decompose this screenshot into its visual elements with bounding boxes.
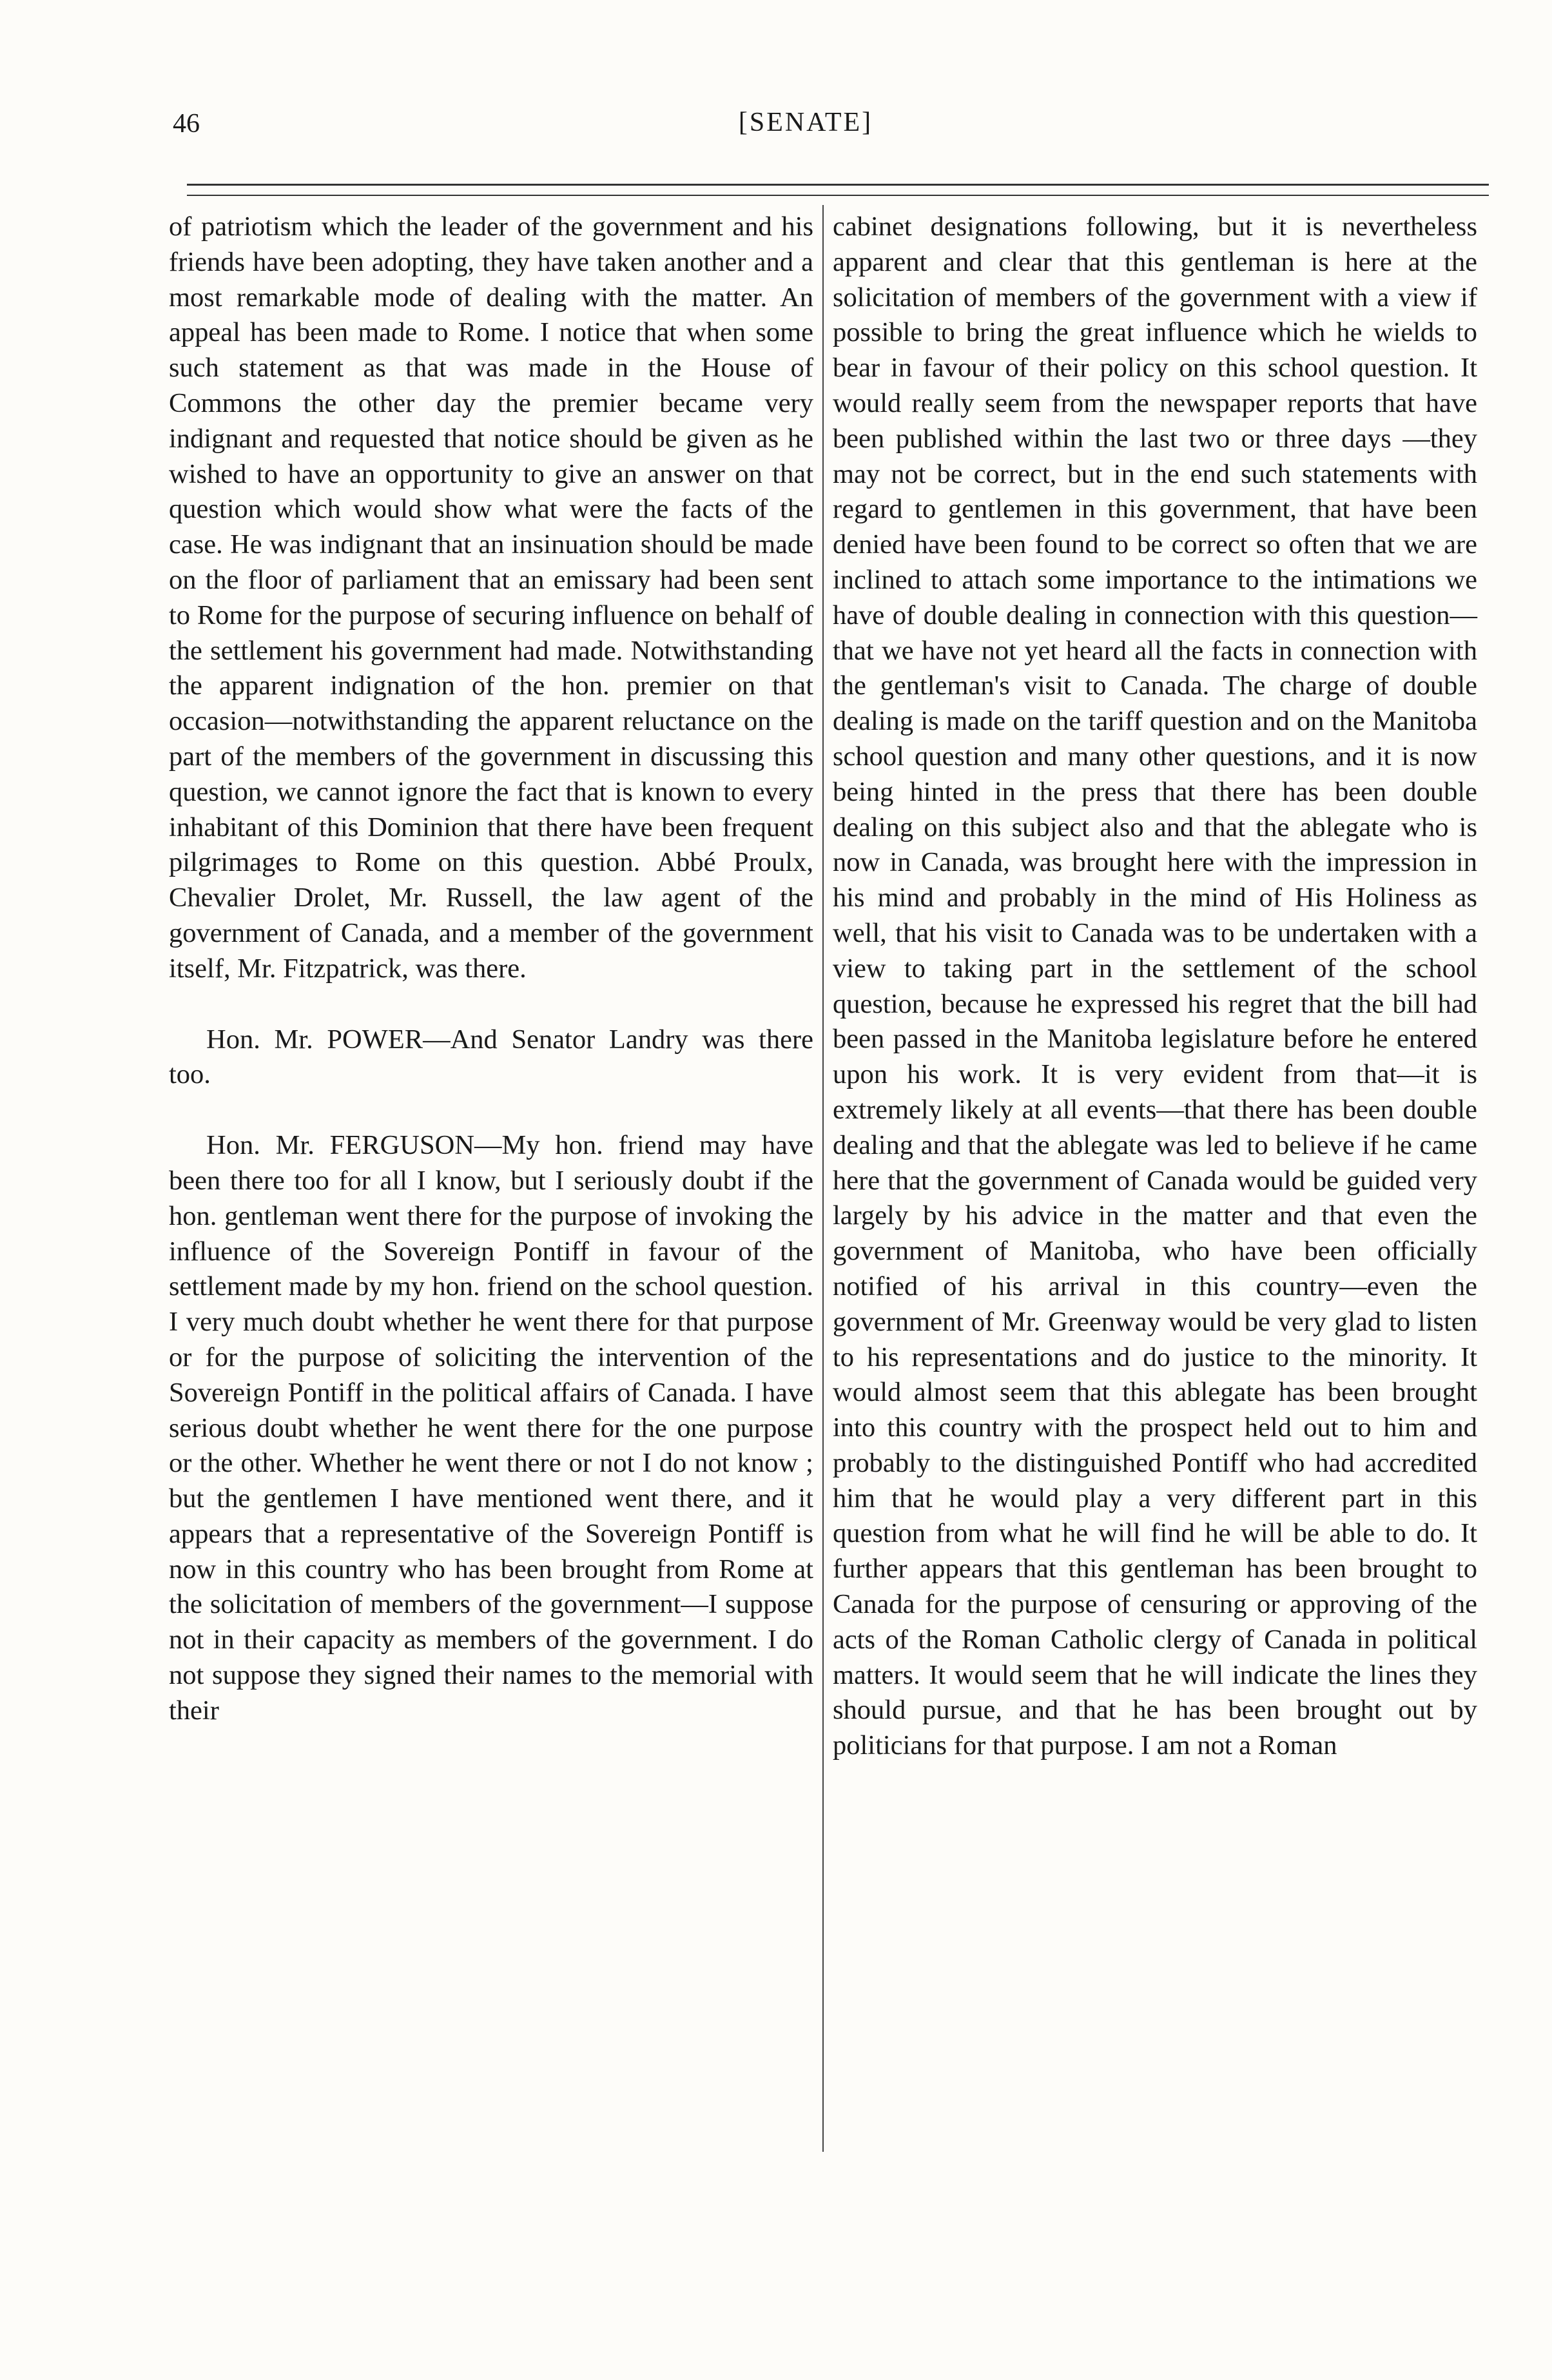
page-number: 46 <box>173 109 200 139</box>
header-rule-bottom <box>187 195 1489 196</box>
column-divider <box>822 205 824 2152</box>
left-paragraph-1: of patriotism which the leader of the government and his friends have been adopting, they have taken another and a most remarkable mode of dealing with the matter. An appeal has been made to Rome. I notice that when some such statement as that was made in the House of Commons the other day the premier became very indignant and requested that notice should be given as he wished to have an opportunity to give an answer on that question which would show what were the facts of the case. He was indignant that an insinuation should be made on the floor of parliament that an emissary had been sent to Rome for the purpose of securing influence on behalf of the settlement his government had made. Notwithstanding the apparent indignation of the hon. premier on that occasion—notwithstanding the apparent reluctance on the part of the members of the government in discussing this question, we cannot ignore the fact that is known to every inhabitant of this Dominion that there have been frequent pilgrimages to Rome on this question. Abbé Proulx, Chevalier Drolet, Mr. Russell, the law agent of the government of Canada, and a member of the government itself, Mr. Fitzpatrick, was there. <box>169 211 813 984</box>
running-head: [SENATE] <box>738 108 873 137</box>
left-paragraph-ferguson: Hon. Mr. FERGUSON—My hon. friend may have been there too for all I know, but I seriously doubt if the hon. gentleman went there for the purpose of invoking the influence of the Sovereign Pontiff in favour of the settlement made by my hon. friend on the school question. I very much doubt whether he went there for that purpose or for the purpose of soliciting the intervention of the Sovereign Pontiff in the political affairs of Canada. I have serious doubt whether he went there for the one purpose or the other. Whether he went there or not I do not know ; but the gentlemen I have mentioned went there, and it appears that a representative of the Sovereign Pontiff is now in this country who has been brought from Rome at the solicitation of members of the government—I suppose not in their capacity as members of the government. I do not suppose they signed their names to the memorial with their <box>169 1130 813 1726</box>
right-column <box>833 210 1477 1764</box>
left-paragraph-power: Hon. Mr. POWER—And Senator Landry was there too. <box>169 1024 813 1090</box>
header-rule-top <box>187 184 1489 186</box>
right-paragraph-1: cabinet designations following, but it is nevertheless apparent and clear that this gentleman is here at the solicitation of members of the government with a view if possible to bring the great influence which he wields to bear in favour of their policy on this school question. It would really seem from the newspaper reports that have been published within the last two or three days —they may not be correct, but in the end such statements with regard to gentlemen in this government, that have been denied have been found to be correct so often that we are inclined to attach some importance to the intimations we have of double dealing in connection with this question—that we have not yet heard all the facts in connection with the gentleman's visit to Canada. The charge of double dealing is made on the tariff question and on the Manitoba school question and many other questions, and it is now being hinted in the press that there has been double dealing on this subject also and that the ablegate who is now in Canada, was brought here with the impression in his mind and probably in the mind of His Holiness as well, that his visit to Canada was to be undertaken with a view to taking part in the settlement of the school question, because he expressed his regret that the bill had been passed in the Manitoba legislature before he entered upon his work. It is very evident from that—it is extremely likely at all events—that there has been double dealing and that the ablegate was led to believe if he came here that the government of Canada would be guided very largely by his advice in the matter and that even the government of Manitoba, who have been officially notified of his arrival in this country—even the government of Mr. Greenway would be very glad to listen to his representations and do justice to the minority. It would almost seem that this ablegate has been brought into this country with the prospect held out to him and probably to the distinguished Pontiff who had accredited him that he would play a very different part in this question from what he will find he will be able to do. It further appears that this gentleman has been brought to Canada for the purpose of censuring or approving of the acts of the Roman Catholic clergy of Canada in political matters. It would seem that he will indicate the lines they should pursue, and that he has been brought out by politicians for that purpose. I am not a Roman <box>833 211 1477 1761</box>
left-column <box>169 210 813 1729</box>
